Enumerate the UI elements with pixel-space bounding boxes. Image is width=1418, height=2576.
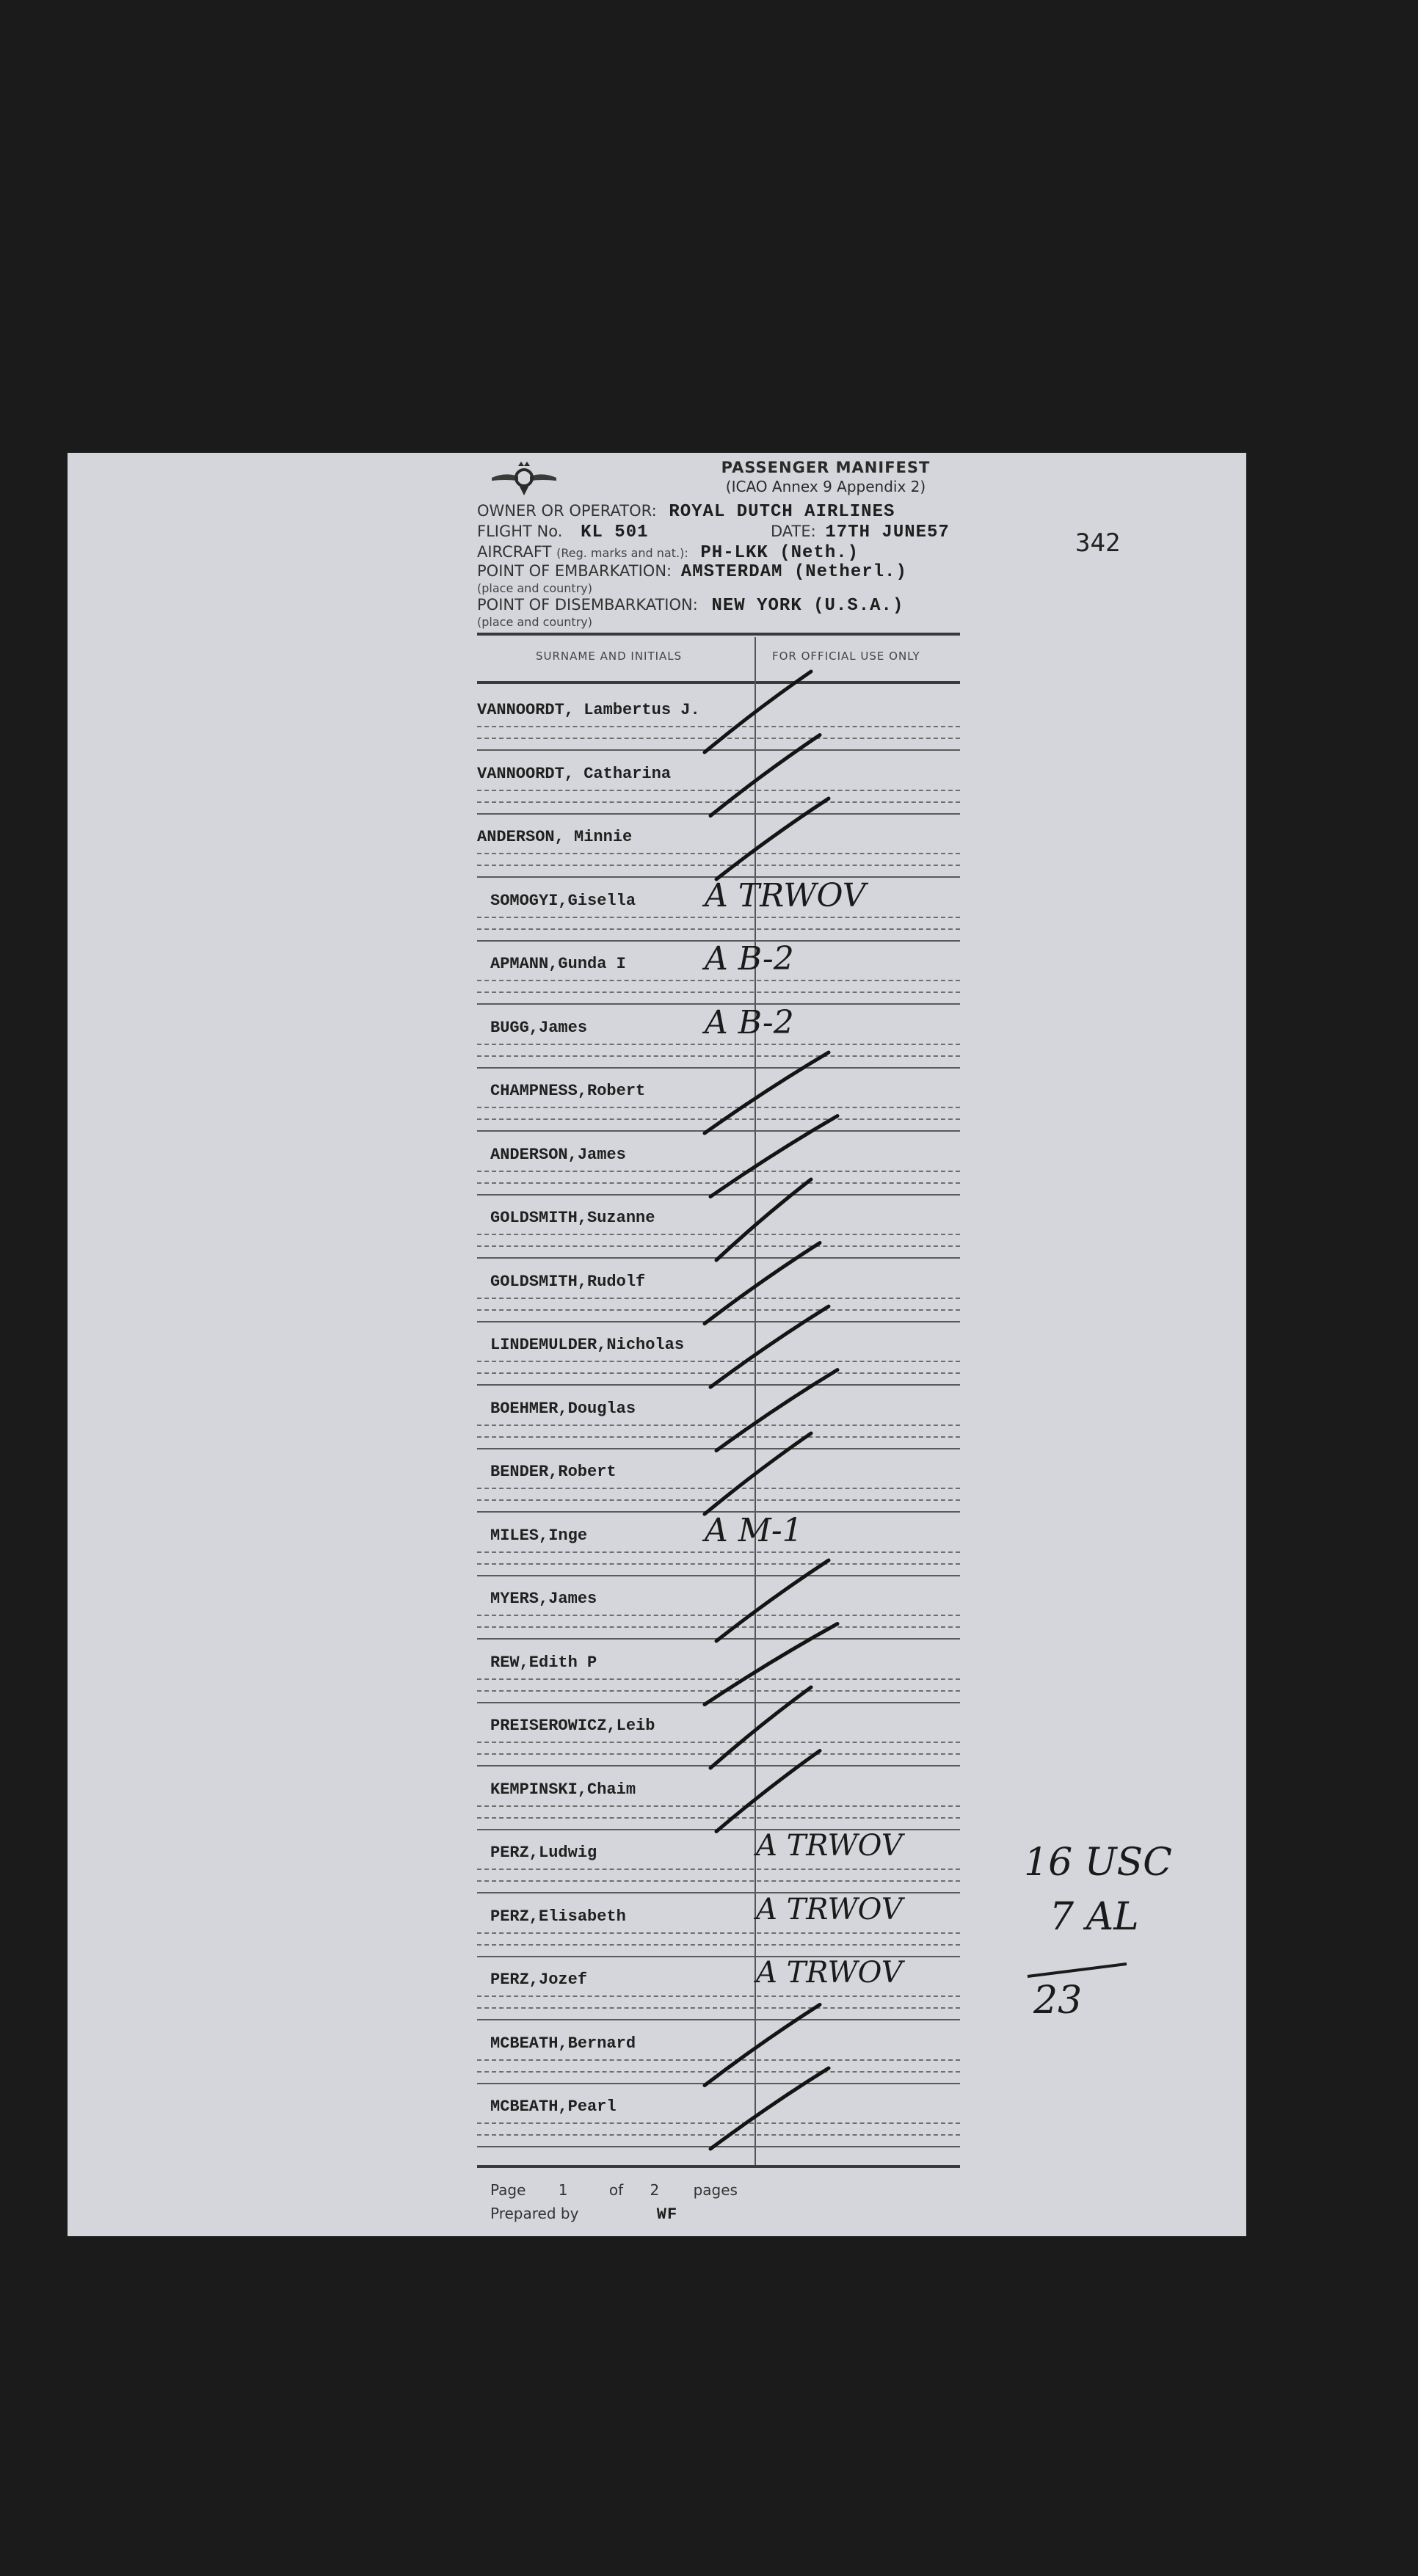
row-rule: [477, 1575, 960, 1576]
passenger-name: CHAMPNESS,Robert: [490, 1082, 646, 1100]
row-rule: [477, 1869, 960, 1870]
official-use-annotation: A M-1: [705, 1511, 803, 1549]
column-header-official: FOR OFFICIAL USE ONLY: [772, 650, 920, 663]
aircraft-line: [477, 543, 859, 563]
embarkation-value: AMSTERDAM (Netherl.): [680, 562, 907, 582]
row-rule: [477, 1257, 960, 1259]
official-use-annotation: A TRWOV: [756, 1892, 903, 1926]
row-rule: [477, 1551, 960, 1553]
embarkation-note: (place and country): [477, 581, 592, 595]
official-use-annotation: A B-2: [705, 940, 794, 978]
row-rule: [477, 2007, 960, 2009]
column-divider: [755, 637, 756, 2167]
row-rule: [477, 1932, 960, 1934]
row-rule: [477, 1194, 960, 1196]
column-header-rule: [477, 681, 960, 684]
passenger-name: ANDERSON,James: [490, 1145, 626, 1164]
official-use-annotation: A TRWOV: [756, 1829, 903, 1863]
row-rule: [477, 1044, 960, 1045]
row-rule: [477, 865, 960, 866]
row-rule: [477, 738, 960, 739]
embarkation-line: [477, 562, 907, 582]
passenger-name: REW,Edith P: [490, 1653, 597, 1672]
row-rule: [477, 980, 960, 981]
row-rule: [477, 726, 960, 727]
row-rule: [477, 1182, 960, 1184]
passenger-name: LINDEMULDER,Nicholas: [490, 1336, 685, 1354]
row-rule: [477, 1245, 960, 1247]
row-rule: [477, 1753, 960, 1755]
row-rule: [477, 1702, 960, 1703]
tally-line-2: 7 AL: [1050, 1895, 1139, 1939]
row-rule: [477, 1499, 960, 1501]
row-rule: [477, 2146, 960, 2147]
passenger-name: MYERS,James: [490, 1590, 597, 1608]
row-rule: [477, 1944, 960, 1946]
row-rule: [477, 1880, 960, 1882]
passenger-name: PERZ,Elisabeth: [490, 1907, 626, 1926]
row-rule: [477, 853, 960, 854]
row-rule: [477, 1742, 960, 1743]
prepared-by-line: [490, 2205, 677, 2224]
passenger-name: GOLDSMITH,Rudolf: [490, 1272, 646, 1291]
row-rule: [477, 1118, 960, 1120]
klm-crown-logo-icon: [490, 459, 558, 498]
row-rule: [477, 1995, 960, 1997]
date-value: 17TH JUNE57: [825, 523, 950, 542]
passenger-name: ANDERSON, Minnie: [477, 828, 633, 846]
row-rule: [477, 1372, 960, 1374]
tally-line-1: 16 USC: [1024, 1841, 1172, 1885]
row-rule: [477, 1436, 960, 1438]
of-label: of: [608, 2181, 624, 2199]
row-rule: [477, 1384, 960, 1386]
row-rule: [477, 2083, 960, 2084]
row-rule: [477, 1171, 960, 1172]
passenger-name: BUGG,James: [490, 1018, 588, 1037]
flight-line: [477, 523, 649, 542]
passenger-name: GOLDSMITH,Suzanne: [490, 1209, 655, 1227]
prepared-by-label: Prepared by: [490, 2205, 579, 2222]
row-rule: [477, 1563, 960, 1565]
flight-label: FLIGHT No.: [477, 523, 563, 540]
row-rule: [477, 1615, 960, 1616]
row-rule: [477, 1638, 960, 1640]
row-rule: [477, 1678, 960, 1680]
official-use-annotation: A B-2: [705, 1003, 794, 1041]
passenger-name: PERZ,Ludwig: [490, 1844, 597, 1862]
page-count: [490, 2181, 738, 2199]
passenger-name: MCBEATH,Bernard: [490, 2034, 636, 2053]
disembarkation-label: POINT OF DISEMBARKATION:: [477, 596, 698, 614]
row-rule: [477, 1298, 960, 1299]
manifest-title: PASSENGER MANIFEST: [721, 459, 931, 476]
row-rule: [477, 749, 960, 751]
disembarkation-note: (place and country): [477, 615, 592, 629]
aircraft-label: AIRCRAFT: [477, 543, 552, 561]
header-rule: [477, 633, 960, 636]
embarkation-label: POINT OF EMBARKATION:: [477, 562, 672, 580]
row-rule: [477, 2059, 960, 2061]
row-rule: [477, 917, 960, 918]
row-rule: [477, 1448, 960, 1449]
row-rule: [477, 813, 960, 815]
owner-line: [477, 502, 895, 522]
passenger-name: VANNOORDT, Lambertus J.: [477, 701, 700, 719]
row-rule: [477, 1055, 960, 1057]
passenger-name: BOEHMER,Douglas: [490, 1399, 636, 1418]
row-rule: [477, 1321, 960, 1322]
date-line: [771, 523, 950, 542]
aircraft-value: PH-LKK (Neth.): [700, 543, 859, 563]
page-label: Page: [490, 2181, 526, 2199]
row-rule: [477, 1107, 960, 1108]
row-rule: [477, 790, 960, 791]
tally-total: 23: [1033, 1979, 1083, 2023]
date-label: DATE:: [771, 523, 816, 540]
row-rule: [477, 1361, 960, 1362]
row-rule: [477, 1067, 960, 1069]
manifest-subtitle: (ICAO Annex 9 Appendix 2): [725, 478, 926, 495]
prepared-by-value: WF: [656, 2205, 678, 2224]
row-rule: [477, 2071, 960, 2073]
row-rule: [477, 2134, 960, 2136]
row-rule: [477, 1626, 960, 1628]
row-rule: [477, 1488, 960, 1489]
list-end-rule: [477, 2165, 960, 2168]
passenger-name: MILES,Inge: [490, 1526, 588, 1545]
row-rule: [477, 1690, 960, 1692]
row-rule: [477, 1234, 960, 1235]
passenger-name: SOMOGYI,Gisella: [490, 891, 636, 910]
passenger-name: APMANN,Gunda I: [490, 955, 626, 973]
stamped-page-number: 342: [1075, 528, 1121, 558]
official-use-annotation: A TRWOV: [756, 1956, 903, 1990]
row-rule: [477, 1817, 960, 1819]
row-rule: [477, 1309, 960, 1311]
column-header-surname: SURNAME AND INITIALS: [536, 650, 683, 663]
page-current: 1: [558, 2181, 568, 2199]
row-rule: [477, 992, 960, 993]
row-rule: [477, 928, 960, 930]
aircraft-note: (Reg. marks and nat.):: [556, 546, 688, 560]
row-rule: [477, 2019, 960, 2020]
passenger-name: PREISEROWICZ,Leib: [490, 1717, 655, 1735]
row-rule: [477, 801, 960, 803]
row-rule: [477, 1805, 960, 1807]
page-total: 2: [650, 2181, 660, 2199]
row-rule: [477, 1425, 960, 1426]
flight-value: KL 501: [581, 523, 649, 542]
owner-value: ROYAL DUTCH AIRLINES: [669, 502, 895, 522]
passenger-name: PERZ,Jozef: [490, 1971, 588, 1989]
manifest-title-block: [664, 459, 987, 495]
passenger-name: BENDER,Robert: [490, 1463, 617, 1481]
disembarkation-value: NEW YORK (U.S.A.): [711, 596, 904, 616]
passenger-name: VANNOORDT, Catharina: [477, 764, 672, 783]
disembarkation-line: [477, 596, 903, 616]
pages-label: pages: [693, 2181, 738, 2199]
passenger-name: MCBEATH,Pearl: [490, 2097, 617, 2116]
row-rule: [477, 1130, 960, 1132]
owner-label: OWNER OR OPERATOR:: [477, 502, 657, 520]
row-rule: [477, 2122, 960, 2124]
row-rule: [477, 1765, 960, 1767]
passenger-name: KEMPINSKI,Chaim: [490, 1780, 636, 1799]
official-use-annotation: A TRWOV: [705, 876, 866, 914]
